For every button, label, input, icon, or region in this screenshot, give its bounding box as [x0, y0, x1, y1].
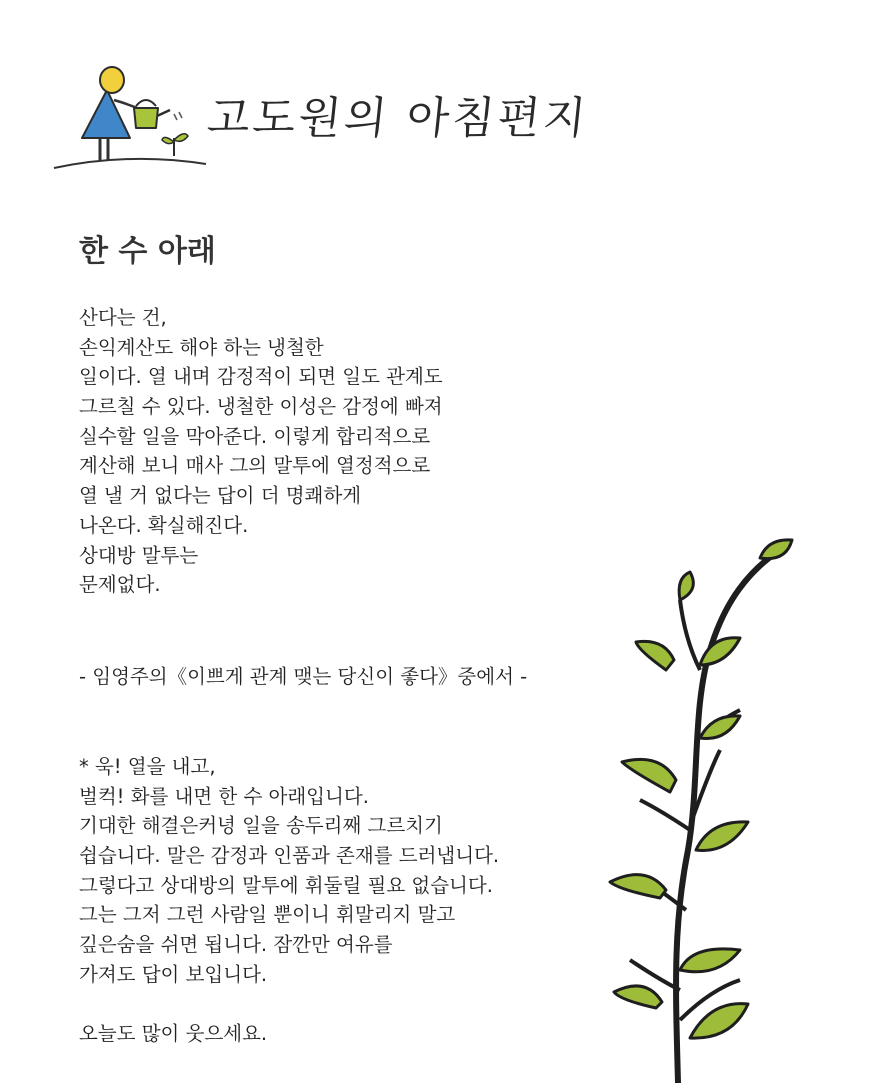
body-line: 나온다. 확실해진다.	[79, 513, 249, 537]
comment-line: 깊은숨을 쉬면 됩니다. 잠깐만 여유를	[79, 933, 393, 957]
author-comment	[79, 752, 619, 990]
comment-line: 가져도 답이 보입니다.	[79, 962, 268, 986]
body-line: 손익계산도 해야 하는 냉철한	[79, 335, 324, 359]
gardener-logo-icon	[50, 60, 210, 175]
article-title: 한 수 아래	[79, 234, 216, 269]
body-line: 그르칠 수 있다. 냉철한 이성은 감정에 빠져	[79, 395, 443, 419]
body-line: 계산해 보니 매사 그의 말투에 열정적으로	[79, 454, 431, 478]
body-line: 상대방 말투는	[79, 543, 199, 567]
comment-line: 벌컥! 화를 내면 한 수 아래입니다.	[79, 784, 369, 808]
comment-line: 쉽습니다. 말은 감정과 인품과 존재를 드러냅니다.	[79, 844, 500, 868]
body-line: 문제없다.	[79, 573, 161, 597]
comment-line: 그렇다고 상대방의 말투에 휘둘릴 필요 없습니다.	[79, 873, 493, 897]
brand-title: 고도원의 아침편지	[204, 93, 592, 144]
body-line: 실수할 일을 막아준다. 이렇게 합리적으로	[79, 424, 431, 448]
comment-line: * 욱! 열을 내고,	[79, 755, 216, 778]
closing-line: 오늘도 많이 웃으세요.	[79, 1022, 268, 1045]
article-body	[79, 303, 619, 600]
quote-source: - 임영주의《이쁘게 관계 맺는 당신이 좋다》중에서 -	[79, 665, 528, 688]
body-line: 일이다. 열 내며 감정적이 되면 일도 관계도	[79, 365, 443, 389]
body-line: 산다는 건,	[79, 306, 167, 329]
comment-line: 기대한 해결은커녕 일을 송두리째 그르치기	[79, 814, 443, 838]
body-line: 열 낼 거 없다는 답이 더 명쾌하게	[79, 484, 362, 508]
comment-line: 그는 그저 그런 사람일 뿐이니 휘말리지 말고	[79, 903, 456, 927]
header	[50, 60, 610, 180]
vine-leaves-icon	[600, 530, 800, 1083]
